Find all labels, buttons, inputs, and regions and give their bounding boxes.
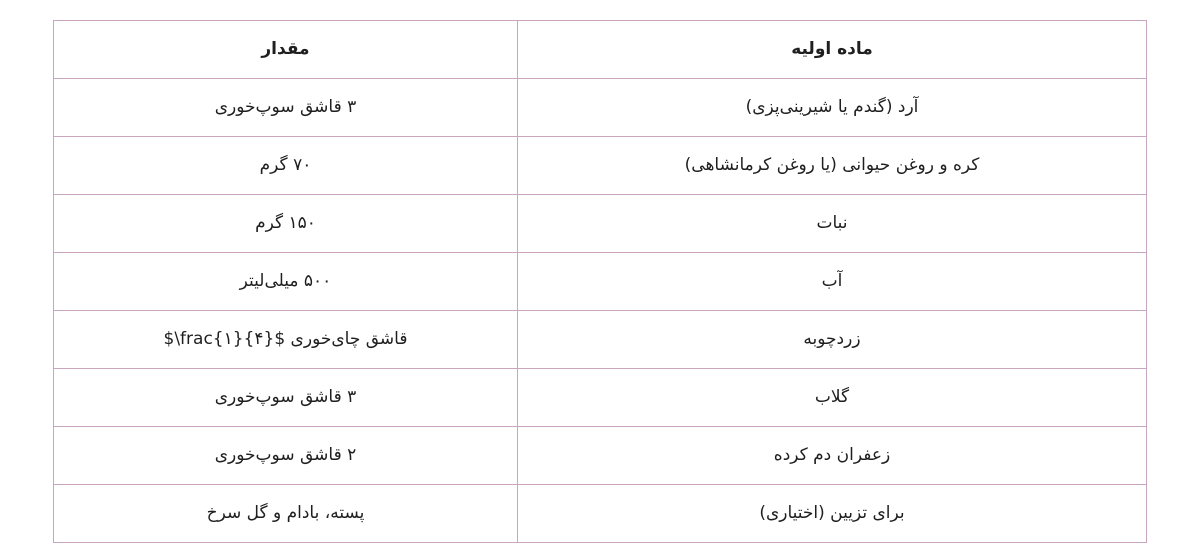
amount-cell (54, 253, 518, 311)
table-row (54, 195, 1147, 253)
amount-text: ۳ قاشق سوپ‌خوری (214, 97, 357, 118)
ingredient-text: زردچوبه (803, 329, 861, 350)
ingredient-text: آب (821, 271, 843, 292)
header-row (54, 21, 1147, 79)
amount-cell (54, 79, 518, 137)
ingredient-cell (518, 485, 1147, 543)
table-row (54, 427, 1147, 485)
ingredient-text: زعفران دم کرده (773, 445, 891, 466)
table-row (54, 485, 1147, 543)
amount-text: ۱۵۰ گرم (255, 213, 316, 234)
amount-cell (54, 311, 518, 369)
amount-cell (54, 369, 518, 427)
table-row (54, 79, 1147, 137)
amount-text: پسته، بادام و گل سرخ (206, 503, 365, 524)
ingredients-table-container (53, 20, 1147, 543)
table-row (54, 369, 1147, 427)
table-row (54, 137, 1147, 195)
ingredient-cell (518, 369, 1147, 427)
amount-cell (54, 195, 518, 253)
amount-text: $\frac{۱}{۴}$ قاشق چای‌خوری (163, 329, 408, 350)
amount-text: ۵۰۰ میلی‌لیتر (239, 271, 332, 292)
amount-cell (54, 427, 518, 485)
header-amount: مقدار (54, 21, 518, 79)
ingredient-text: آرد (گندم یا شیرینی‌پزی) (745, 97, 919, 118)
ingredient-cell (518, 311, 1147, 369)
amount-text: ۷۰ گرم (259, 155, 312, 176)
ingredient-cell (518, 253, 1147, 311)
ingredients-table (53, 20, 1147, 543)
ingredient-text: کره و روغن حیوانی (یا روغن کرمانشاهی) (684, 155, 980, 176)
amount-cell (54, 485, 518, 543)
ingredient-cell (518, 137, 1147, 195)
amount-text: ۲ قاشق سوپ‌خوری (214, 445, 357, 466)
table-row (54, 253, 1147, 311)
table-header (54, 21, 1147, 79)
table-row (54, 311, 1147, 369)
header-ingredient: ماده اولیه (518, 21, 1147, 79)
ingredient-cell (518, 79, 1147, 137)
table-body (54, 79, 1147, 543)
ingredient-cell (518, 427, 1147, 485)
ingredient-text: نبات (816, 213, 848, 234)
amount-cell (54, 137, 518, 195)
ingredient-cell (518, 195, 1147, 253)
ingredient-text: برای تزیین (اختیاری) (759, 503, 905, 524)
amount-text: ۳ قاشق سوپ‌خوری (214, 387, 357, 408)
ingredient-text: گلاب (814, 387, 850, 408)
